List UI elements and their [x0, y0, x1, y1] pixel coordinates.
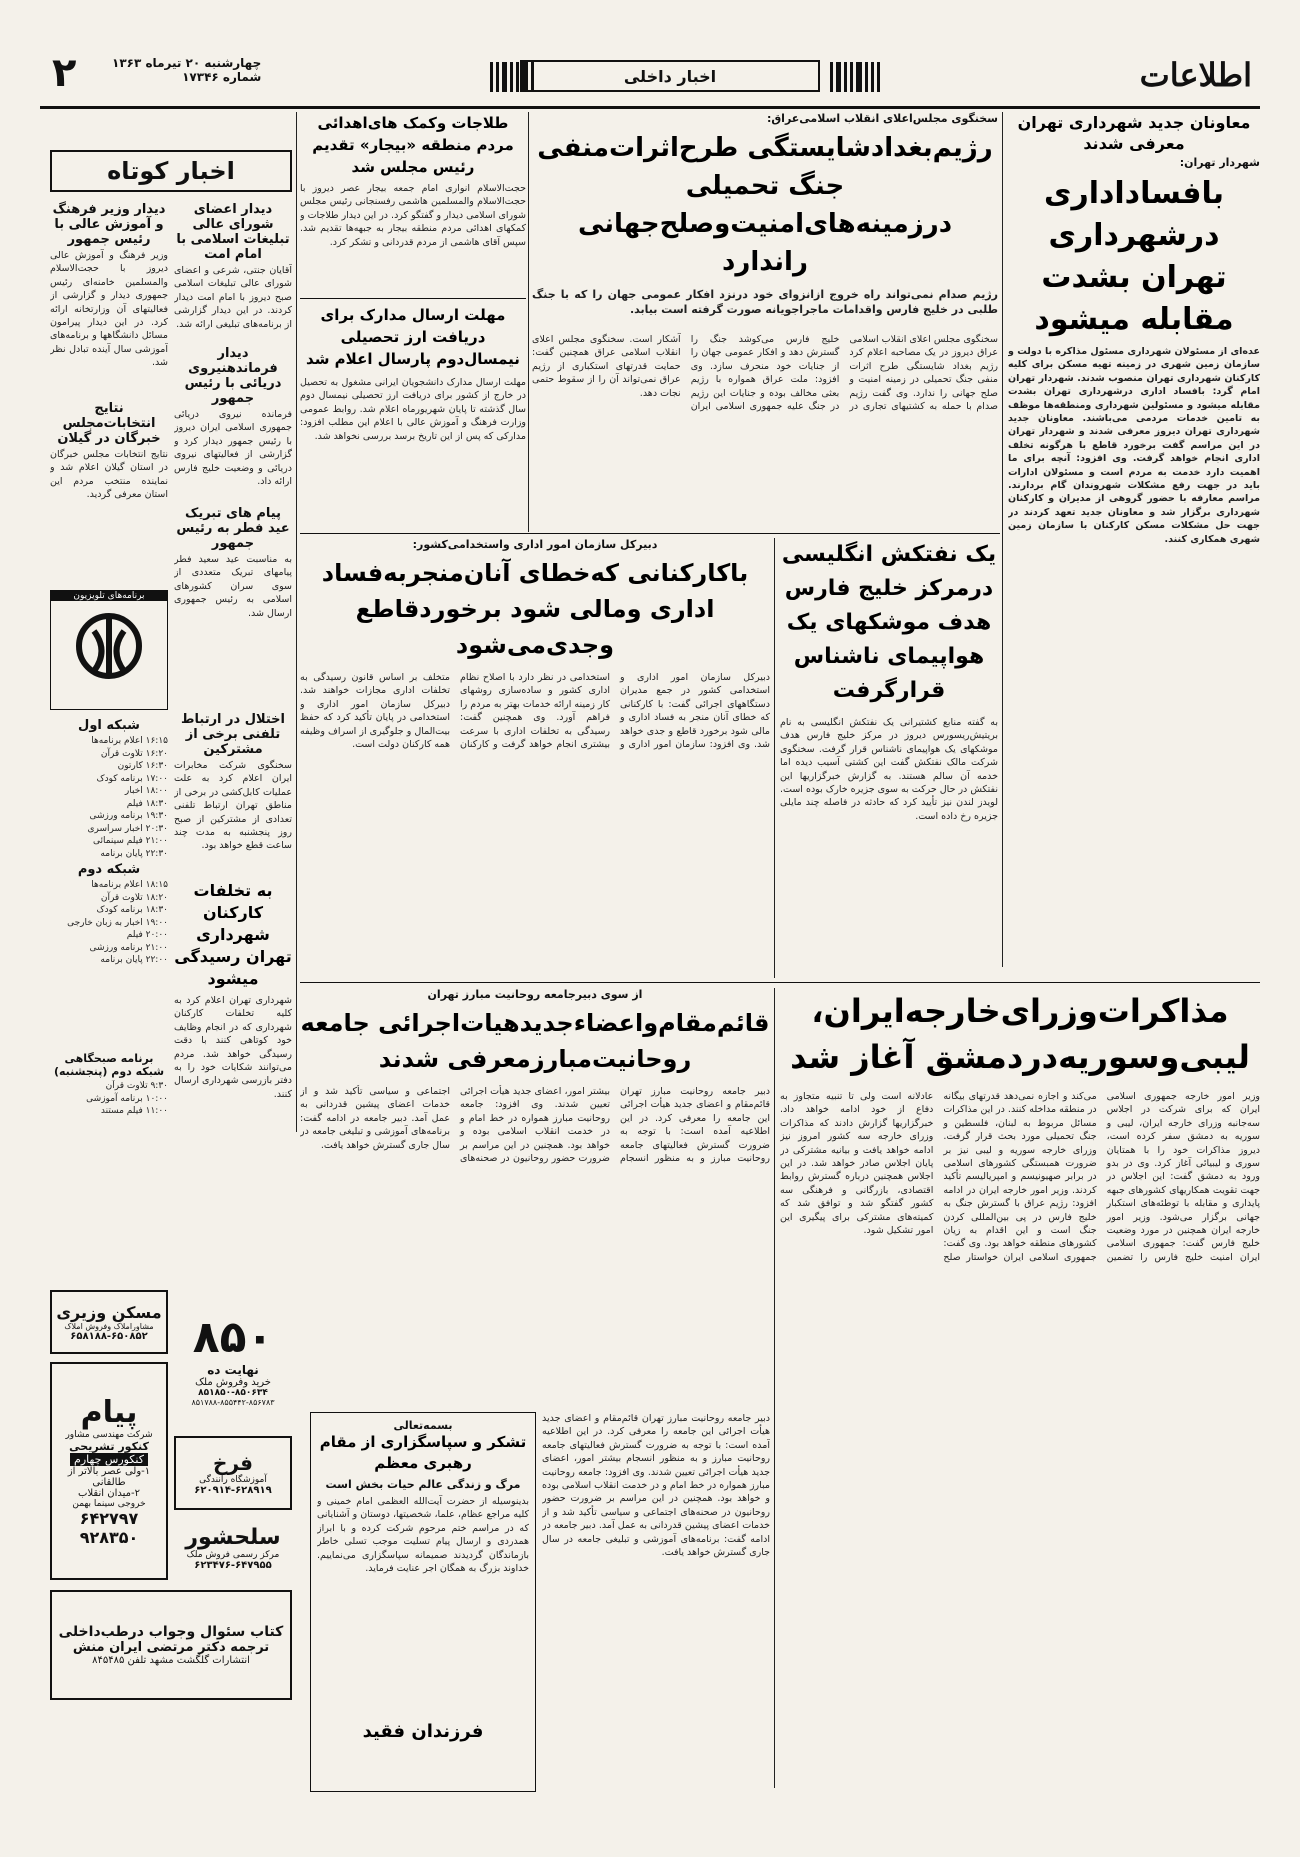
story-body: وزیر امور خارجه جمهوری اسلامی ایران که برای شرکت در اجلاس سه‌جانبه وزرای خارجه ایران، لیبی و سوریه به دمشق سفر کرده است، دیروز مذاکرات خود را با همتایان سوری و لیبیائی آغاز کرد. وی در بدو ورود به دمشق گفت: این اجلاس در جهت تقویت همکاریهای کشورهای جبهه پایداری و مقابله با توطئه‌های استکبار جهانی برگزار می‌شود. وزیر امور خارجه ایران همچنین در مورد وضعیت خلیج فارس گفت: جمهوری اسلامی ایران امنیت خلیج فارس را تضمین می‌کند و اجازه نمی‌دهد قدرتهای بیگانه در منطقه مداخله کنند. در این مذاکرات مسائل مربوط به لبنان، فلسطین و جنگ تحمیلی مورد بحث قرار گرفت. وزرای خارجه سوریه و لیبی نیز بر ضرورت همبستگی کشورهای اسلامی در برابر صهیونیسم و امپریالیسم تأکید کردند. وزیر امور خارجه ایران در ادامه افزود: رژیم عراق با گسترش جنگ به خلیج فارس در پی بین‌المللی کردن جنگ است و این اقدام به زیان کشورهای منطقه خواهد بود. وی گفت: جمهوری اسلامی ایران خواستار صلح عادلانه است ولی تا تنبیه متجاوز به دفاع از خود ادامه خواهد داد. خبرگزاریها گزارش دادند که مذاکرات وزرای خارجه سه کشور امروز نیز ادامه خواهد یافت و بیانیه مشترکی در پایان اجلاس صادر خواهد شد. در این اجلاس همچنین درباره گسترش روابط اقتصادی، بازرگانی و فرهنگی سه کشور گفتگو شد و توافق شد که کمیته‌های مشترکی برای پیگیری این امور تشکیل شود.: [780, 1091, 1260, 1263]
notice-kicker: بسمه‌تعالی: [393, 1419, 453, 1432]
notice-signature: فرزندان فقید: [362, 1721, 484, 1742]
ad-housing: [50, 1290, 168, 1354]
story-body: سخنگوی مجلس اعلای انقلاب اسلامی عراق دیروز در یک مصاحبه اعلام کرد رژیم بغداد شایستگی طرح اثرات منفی جنگ تحمیلی در زمینه امنیت و صلح جهانی را ندارد. وی گفت رژیم صدام با حمله به کشتیهای تجاری در خلیج فارس می‌کوشد جنگ را گسترش دهد و افکار عمومی جهان را از جنایات خود منحرف سازد. وی افزود: ملت عراق همواره با رژیم بعثی مخالف بوده و جنایات این رژیم در جنگ علیه جمهوری اسلامی ایران آشکار است. سخنگوی مجلس اعلای انقلاب اسلامی عراق همچنین گفت: حمایت قدرتهای استکباری از رژیم عراق نمی‌تواند آن را از سقوط حتمی نجات دهد.: [532, 334, 998, 413]
story-headline: رژیم‌بغدادشایستگی طرح‌اثرات‌منفی جنگ تحمیلی درزمینه‌های‌امنیت‌وصلح‌جهانی راندارد: [537, 133, 993, 277]
story-kicker: دبیرکل سازمان امور اداری واستخدامی‌کشور:: [412, 538, 658, 551]
news-body: آقایان جنتی، شرعی و اعضای شورای عالی تبلیغات اسلامی صبح دیروز با امام امت دیدار کردند. در این دیدار گزارشی از برنامه‌های تبلیغی ارائه شد.: [174, 265, 292, 330]
tv-program-item: ۱۰:۰۰ برنامه آموزشی: [86, 1093, 168, 1104]
tv-program-item: ۲۰:۰۰ فیلم: [126, 930, 168, 940]
ad-line: انتشارات گلگشت مشهد تلفن ۸۴۵۴۸۵: [92, 1655, 250, 1666]
tv-program-item: ۲۲:۰۰ پایان برنامه: [100, 955, 168, 965]
story-headline: طلاجات وکمک های‌اهدائی مردم منطقه «بیجار» تقدیم رئیس مجلس شد: [312, 114, 514, 176]
date-info: چهارشنبه ۲۰ تیرماه ۱۳۶۳ شماره ۱۷۳۴۶: [112, 56, 262, 84]
tv-program-item: ۱۸:۳۰ فیلم: [126, 798, 168, 809]
municipality-story: [1008, 112, 1260, 972]
tv-program-item: ۱۶:۲۰ تلاوت قرآن: [100, 748, 168, 759]
news-head: پیام های تبریک عید فطر به رئیس جمهور: [176, 506, 290, 551]
iraq-story: [532, 112, 998, 532]
news-body: نتایج انتخابات مجلس خبرگان در استان گیلان اعلام شد و نماینده منتخب مردم این استان معرفی گردید.: [50, 449, 168, 501]
tv-program-item: ۲۱:۰۰ فیلم سینمائی: [92, 836, 168, 846]
ad-line: ۱-ولی عصر بالاتر از طالقانی: [67, 1466, 151, 1488]
thanks-notice: [310, 1412, 536, 1792]
tv-program-item: ۱۱:۰۰ فیلم مستند: [100, 1106, 168, 1116]
story-headline: یک نفتکش انگلیسی درمرکز خلیج فارس هدف موشکهای یک هواپیمای ناشناس قرارگرفت: [781, 542, 997, 703]
barcode-left: [490, 62, 534, 92]
news-head: دیدار فرماندهنیروی دریائی با رئیس جمهور: [184, 346, 282, 406]
tv-program-item: ۲۰:۳۰ اخبار سراسری: [87, 823, 168, 834]
story-headline: اختلال در ارتباط تلفنی برخی از مشترکین: [181, 712, 285, 757]
ad-sub: ترجمه دکتر مرتضی ایران منش: [72, 1640, 270, 1655]
story-headline: مهلت ارسال مدارک برای دریافت ارز تحصیلی نیمسال‌دوم پارسال اعلام شد: [306, 306, 520, 368]
news-head: دیدار اعضای شورای عالی تبلیغات اسلامی با امام امت: [176, 202, 290, 262]
story-body: دبیر جامعه روحانیت مبارز تهران قائم‌مقام و اعضای جدید هیأت اجرائی این جامعه را معرفی کرد. در این اطلاعیه آمده است: با توجه به ضرورت گسترش فعالیتهای جامعه روحانیت مبارز و به منظور انسجام بیشتر امور، اعضای جدید هیأت اجرائی تعیین شدند. وی افزود: جامعه روحانیت مبارز همواره در خط امام و در خدمت انقلاب اسلامی بوده و خواهد بود. همچنین در این مراسم بر ضرورت حضور روحانیون در صحنه‌های اجتماعی و سیاسی تأکید شد و از خدمات اعضای پیشین قدردانی به عمل آمد. دبیر جامعه در ادامه گفت: برنامه‌های آموزشی و تبلیغی جامعه در سال جاری گسترش خواهد یافت.: [300, 1086, 770, 1165]
tv-program-item: ۱۹:۳۰ برنامه ورزشی: [89, 811, 168, 821]
ad-phone: ۹۲۸۳۵۰: [79, 1528, 139, 1547]
section-title: اخبار داخلی: [623, 66, 717, 86]
tv-morning-list: [50, 1080, 168, 1118]
ad-sub: آموزشگاه رانندگی: [199, 1474, 267, 1485]
ad-title: کتاب سئوال وجواب درطب‌داخلی: [58, 1624, 284, 1640]
tv-logo-box: [50, 590, 168, 710]
ad-phone: ۶۲۳۴۷۶-۶۴۷۹۵۵: [194, 1560, 272, 1571]
tv-program-item: ۱۶:۱۵ اعلام برنامه‌ها: [91, 736, 168, 746]
short-news-title-box: [50, 150, 292, 192]
news-body: به مناسبت عید سعید فطر پیامهای تبریک متعددی از سوی سران کشورهای اسلامی به رئیس جمهوری ارسال شد.: [174, 554, 292, 619]
currency-story: [300, 304, 526, 530]
ad-unit: نهایت ده: [207, 1363, 259, 1377]
tv-channel1-title: شبکه اول: [78, 718, 140, 733]
ad-phone: ۸۵۱۷۸۸-۸۵۵۴۴۲-۸۵۶۷۸۳: [191, 1398, 275, 1407]
ad-price: [174, 1290, 292, 1430]
ad-line: خروجی سینما بهمن: [72, 1499, 146, 1509]
ad-salahshour: [174, 1516, 292, 1580]
page-number: ۲: [52, 50, 77, 96]
masthead: [40, 48, 1260, 106]
short-news-left: [50, 200, 168, 540]
news-head: نتایج انتخابات‌مجلس خبرگان در گیلان: [57, 401, 161, 446]
ad-farokh: [174, 1436, 292, 1510]
news-head: دیدار وزیر فرهنگ و آموزش عالی با رئیس جمهور: [52, 202, 166, 247]
story-kicker: شهردار تهران:: [1179, 156, 1260, 169]
ad-book: [50, 1590, 292, 1700]
notice-body: بدینوسیله از حضرت آیت‌الله العظمی امام خمینی و کلیه مراجع عظام، علما، شخصیتها، دوستان و آشنایانی که در مراسم ختم مرحوم شرکت کرده و با ابراز همدردی و ارسال پیام تسلیت موجب تسلی خاطر بازماندگان گردیدند صمیمانه سپاسگزاری می‌نماییم. خداوند بزرگ به همگان اجر عنایت فرماید.: [317, 1496, 529, 1575]
short-news-column: [50, 150, 292, 990]
story-kicker: از سوی دبیرجامعه روحانیت مبارز تهران: [427, 988, 643, 1001]
tv-morning-title: برنامه صبحگاهی شبکه دوم (پنجشنبه): [53, 1052, 165, 1078]
tv-program-item: ۱۸:۱۵ اعلام برنامه‌ها: [91, 880, 168, 890]
ad-line: کنکور تشریحی: [69, 1440, 149, 1453]
tv-channel2-list: [50, 879, 168, 967]
tv-program-item: ۲۲:۳۰ پایان برنامه: [100, 848, 168, 859]
story-body: حجت‌الاسلام انواری امام جمعه بیجار عصر دیروز با حجت‌الاسلام والمسلمین هاشمی رفسنجانی رئیس مجلس شورای اسلامی دیدار و گفتگو کرد. در این دیدار طلاجات و کمکهای اهدائی مردم منطقه بیجار به جبهه‌ها تقدیم شد. سپس آقای هاشمی از مردم قدردانی و تشکر کرد.: [300, 183, 526, 248]
ad-title: مسکن وزیری: [56, 1302, 162, 1322]
ad-title: فرخ: [213, 1450, 253, 1475]
foreign-ministers-story: [780, 988, 1260, 1788]
ad-sub: مشاوراملاک وفروش املاک: [64, 1321, 154, 1331]
news-body: فرمانده نیروی دریائی جمهوری اسلامی ایران دیروز با رئیس جمهور دیدار کرد و گزارشی از فعالیتهای نیروی دریائی و وضعیت خلیج فارس ارائه داد.: [174, 409, 292, 488]
ad-sub: مرکز رسمی فروش ملک: [186, 1550, 280, 1560]
ad-title: سلحشور: [185, 1525, 281, 1550]
tv-programs: [50, 590, 168, 990]
short-news-right: [174, 200, 292, 720]
tv-label: برنامه‌های تلویزیون: [51, 591, 167, 601]
story-body: عده‌ای از مسئولان شهرداری مسئول مذاکره با دولت و سازمان زمین شهری در زمینه تهیه مسکن برای کلیه کارکنان شهرداری تهران منصوب شدند. شهردار تهران امام گرد: بافساد اداری درشهرداری تهران بشدت مقابله میشود و مسئولین شهرداری ومنطقه‌ها موظف به تامین خدمات مردمی می‌باشند. معاونان جدید شهرداری تهران دیروز معرفی شدند و شهردار تهران در این مراسم گفت برخورد قاطع با هرگونه تخلف اداری انجام خواهد گرفت. وی افزود: آنچه برای ما اهمیت دارد خدمت به مردم است و مسئولان ادارات باید در جهت رفع مشکلات شهروندان گام بردارند. مراسم معارفه با حضور گروهی از مدیران و کارکنان شهرداری برگزار شد و معاونان جدید تعهد کردند در جهت حل مشکلات مسکن کارکنان با سازمان زمین شهری همکاری کنند.: [1008, 346, 1260, 545]
iran-emblem-icon: [64, 601, 154, 691]
tv-program-item: ۱۸:۲۰ تلاوت قرآن: [100, 892, 168, 903]
story-lead: رژیم صدام نمی‌تواند راه خروج ازانزوای خود درنزد افکار عمومی جهان را که با جنگ طلبی در خلیج فارس واقدامات ماجراجویانه صورت گرفته است بیابد.: [532, 288, 998, 316]
tv-channel1-list: [50, 735, 168, 860]
ad-line: کنکورس چهارم: [70, 1453, 148, 1466]
ad-phone: ۶۵۸۱۸۸-۶۵۰۸۵۲: [70, 1330, 148, 1342]
story-headline: قائم‌مقام‌واعضاءجدیدهیات‌اجرائی جامعه روحانیت‌مبارزمعرفی شدند: [300, 1009, 770, 1073]
tv-program-item: ۱۸:۰۰ اخبار: [124, 786, 168, 796]
story-body: دبیرکل سازمان امور اداری و استخدامی کشور در جمع مدیران دستگاههای اجرائی گفت: با کارکنانی که خطای آنان منجر به فساد اداری و مالی شود برخورد قاطع و جدی خواهد شد. وی افزود: سازمان امور اداری و استخدامی در نظر دارد با اصلاح نظام اداری کشور و ساده‌سازی روشهای کار زمینه ارائه خدمات بهتر به مردم را فراهم آورد. وی همچنین گفت: رسیدگی به تخلفات اداری با سرعت بیشتری انجام خواهد گرفت و کارکنان متخلف بر اساس قانون رسیدگی به تخلفات اداری مجازات خواهند شد. دبیرکل سازمان امور اداری و استخدامی در پایان تأکید کرد که حفظ بیت‌المال و جلوگیری از اسراف وظیفه همه کارکنان دولت است.: [300, 672, 770, 751]
section-banner: [520, 60, 820, 92]
ad-phone: ۶۲۰۹۱۴-۶۲۸۹۱۹: [194, 1484, 272, 1496]
tv-channel2-title: شبکه دوم: [77, 862, 141, 877]
story-headline: مذاکرات‌وزرای‌خارجه‌ایران، لیبی‌وسوریه‌دردمشق آغاز شد: [790, 992, 1250, 1076]
phone-story: [174, 710, 292, 870]
story-small-headline: معاونان جدید شهرداری تهران معرفی شدند: [1017, 113, 1251, 153]
story-body: سخنگوی شرکت مخابرات ایران اعلام کرد به علت عملیات کابل‌کشی در برخی از مناطق تهران ارتباط تلفنی تعدادی از مشترکین از صبح روز پنجشنبه به مدت چند ساعت قطع خواهد بود.: [174, 760, 292, 852]
ad-payam: [50, 1362, 168, 1580]
clergy-story: [300, 988, 770, 1408]
municipal-staff-story: [174, 880, 292, 1130]
bijar-story: [300, 112, 526, 292]
admin-story: [300, 538, 770, 978]
tv-program-item: ۲۱:۰۰ برنامه ورزشی: [89, 942, 168, 953]
tv-program-item: ۹:۳۰ تلاوت قرآن: [105, 1081, 168, 1091]
newspaper-logo: اطلاعات: [1139, 56, 1252, 94]
clergy-continued: دبیر جامعه روحانیت مبارز تهران قائم‌مقام و اعضای جدید هیأت اجرائی این جامعه را معرفی کرد. در این اطلاعیه آمده است: با توجه به ضرورت گسترش فعالیتهای جامعه روحانیت مبارز و به منظور انسجام بیشتر امور، اعضای جدید هیأت اجرائی تعیین شدند. وی افزود: جامعه روحانیت مبارز همواره در خط امام و در خدمت انقلاب اسلامی بوده و خواهد بود. همچنین در این مراسم بر ضرورت حضور روحانیون در صحنه‌های اجتماعی و سیاسی تأکید شد و از خدمات اعضای پیشین قدردانی به عمل آمد. دبیر جامعه در ادامه گفت: برنامه‌های آموزشی و تبلیغی جامعه در سال جاری گسترش خواهد یافت.: [542, 1413, 770, 1559]
story-kicker: سخنگوی مجلس‌اعلای انقلاب اسلامی‌عراق:: [766, 112, 998, 125]
notice-sub: مرگ و زندگی عالم حیات بخش است: [325, 1478, 521, 1491]
ad-sub: شرکت مهندسی مشاور: [65, 1430, 153, 1440]
barcode-right: [830, 62, 880, 92]
tv-program-item: ۱۸:۳۰ برنامه کودک: [96, 905, 168, 915]
tv-morning: [50, 1050, 168, 1150]
tv-program-item: ۱۹:۰۰ اخبار به زبان خارجی: [67, 917, 168, 928]
ad-line: ۲-میدان انقلاب: [78, 1488, 140, 1499]
ad-phone: ۸۵۱۸۵۰-۸۵۰۶۳۴: [198, 1388, 268, 1398]
tv-program-item: ۱۶:۳۰ کارتون: [117, 761, 168, 771]
story-body: شهرداری تهران اعلام کرد به کلیه تخلفات کارکنان شهرداری که در انجام وظایف خود کوتاهی کنند با دقت رسیدگی خواهد شد. مردم می‌توانند شکایات خود را به دفتر بازرسی شهرداری ارسال کنند.: [174, 995, 292, 1100]
ad-title: پیام: [80, 1395, 138, 1430]
story-headline: باکارکنانی که‌خطای آنان‌منجربه‌فساد اداری ومالی شود برخوردقاطع وجدی‌می‌شود: [321, 559, 749, 659]
short-news-title: اخبار کوتاه: [107, 157, 235, 185]
ad-phone: ۶۴۲۷۹۷: [79, 1509, 139, 1528]
news-body: وزیر فرهنگ و آموزش عالی دیروز با حجت‌الاسلام والمسلمین خامنه‌ای رئیس جمهوری دیدار و گزارشی از فعالیتهای آن وزارتخانه ارائه کرد. در این دیدار پیرامون مسائل دانشگاهها و برنامه‌های آموزشی سال آینده تبادل نظر شد.: [50, 250, 168, 369]
tv-program-item: ۱۷:۰۰ برنامه کودک: [96, 773, 168, 784]
story-headline: به تخلفات کارکنان شهرداری تهران رسیدگی میشود: [174, 881, 292, 988]
story-body: مهلت ارسال مدارک دانشجویان ایرانی مشغول به تحصیل در خارج از کشور برای دریافت ارز تحصیلی نیمسال دوم سال گذشته تا پایان شهریورماه اعلام شد. روابط عمومی وزارت فرهنگ و آموزش عالی با اعلام این مطلب افزود: مدارکی که پس از این تاریخ برسد بررسی نخواهد شد.: [300, 377, 526, 442]
tanker-story: [780, 538, 998, 978]
ad-number: ۸۵۰: [192, 1312, 274, 1363]
notice-headline: تشکر و سپاسگزاری از مقام رهبری معظم: [319, 1433, 527, 1472]
story-body: به گفته منابع کشتیرانی یک نفتکش انگلیسی به نام بریتیش‌ریسورس دیروز در مرکز خلیج فارس هدف موشکهای یک هواپیمای ناشناس قرار گرفت. سخنگوی شرکت مالک نفتکش گفت این کشتی آسیب دیده اما خدمه آن سالم هستند. به گزارش خبرگزاریها این نفتکش در حال حرکت به سوی جزیره خارک بوده است. لویدز لندن نیز تأیید کرد که حادثه در فاصله چند مایلی جزیره رخ داده است.: [780, 717, 998, 822]
ad-line: خرید وفروش ملک: [195, 1377, 271, 1388]
story-headline: بافساداداری درشهرداری تهران بشدت مقابله میشود: [1034, 176, 1234, 337]
